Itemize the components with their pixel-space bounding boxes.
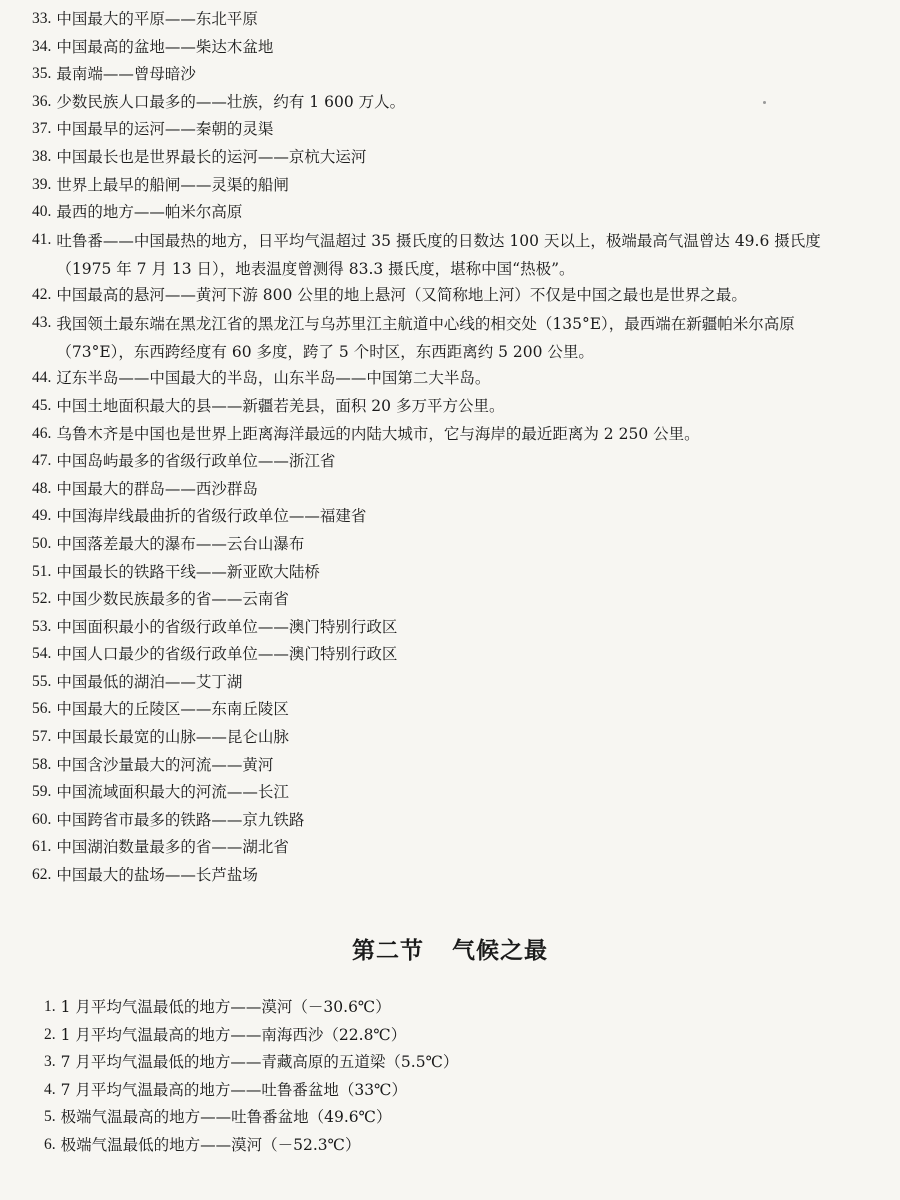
item-text: 中国最低的湖泊——艾丁湖 [56, 672, 243, 691]
item-text: 吐鲁番——中国最热的地方，日平均气温超过 35 摄氏度的日数达 100 天以上，极端最高气温曾达 49.6 摄氏度（1975 年 7 月 13 日），地表温度曾测得 83.3 摄氏度，堪称中国“热极”。 [56, 231, 821, 278]
item-text: 中国最大的丘陵区——东南丘陵区 [56, 700, 289, 719]
list-item [32, 752, 882, 780]
list-item [32, 6, 882, 34]
item-text: 中国岛屿最多的省级行政单位——浙江省 [56, 452, 336, 471]
list-item [32, 116, 882, 144]
item-number: 59. [32, 783, 52, 801]
item-number: 47. [32, 452, 52, 470]
item-text: 中国最高的盆地——柴达木盆地 [56, 37, 274, 56]
item-text: 中国最大的群岛——西沙群岛 [56, 479, 258, 498]
item-number: 53. [32, 617, 52, 635]
list-item [32, 476, 882, 504]
list-item [44, 1049, 864, 1077]
item-text: 中国湖泊数量最多的省——湖北省 [56, 838, 289, 857]
item-text: 极端气温最高的地方——吐鲁番盆地（49.6℃） [60, 1108, 392, 1126]
list-item [32, 421, 882, 449]
item-number: 2. [44, 1025, 56, 1043]
item-text: 少数民族人口最多的——壮族，约有 1 600 万人。 [56, 92, 406, 111]
item-number: 4. [44, 1080, 56, 1098]
item-number: 35. [32, 65, 52, 83]
item-number: 61. [32, 838, 52, 856]
list-item [32, 393, 882, 421]
item-number: 58. [32, 755, 52, 773]
item-number: 41. [32, 230, 52, 248]
item-number: 50. [32, 534, 52, 552]
item-number: 62. [32, 866, 52, 884]
item-number: 55. [32, 672, 52, 690]
item-number: 46. [32, 424, 52, 442]
list-item [32, 144, 882, 172]
item-text: 中国最长的铁路干线——新亚欧大陆桥 [56, 562, 320, 581]
list-item [32, 34, 882, 62]
item-text: 最西的地方——帕米尔高原 [56, 203, 243, 222]
item-number: 1. [44, 998, 56, 1015]
list-item [32, 282, 882, 310]
list-item [32, 310, 882, 366]
list-item [32, 199, 882, 227]
item-number: 54. [32, 645, 52, 663]
scan-speck [763, 101, 766, 104]
item-text: 辽东半岛——中国最大的半岛，山东半岛——中国第二大半岛。 [56, 369, 491, 388]
list-item [32, 724, 882, 752]
list-item [32, 779, 882, 807]
item-text: 乌鲁木齐是中国也是世界上距离海洋最远的内陆大城市，它与海岸的最近距离为 2 250 公里。 [56, 424, 700, 443]
item-number: 42. [32, 286, 52, 304]
list-item [32, 807, 882, 835]
item-number: 45. [32, 396, 52, 414]
item-text: 最南端——曾母暗沙 [56, 65, 196, 84]
list-item [32, 669, 882, 697]
list-item [32, 641, 882, 669]
item-number: 39. [32, 175, 52, 193]
section-name: 气候之最 [452, 938, 548, 964]
list-item [32, 61, 882, 89]
item-number: 6. [44, 1135, 56, 1153]
item-text: 中国面积最小的省级行政单位——澳门特别行政区 [56, 617, 398, 636]
item-text: 中国最大的平原——东北平原 [56, 10, 258, 28]
list-item [32, 503, 882, 531]
geography-records-list [32, 6, 882, 890]
list-item [44, 994, 864, 1022]
item-text: 中国最高的悬河——黄河下游 800 公里的地上悬河（又简称地上河）不仅是中国之最也是世界之最。 [56, 286, 747, 305]
item-number: 44. [32, 369, 52, 387]
item-number: 43. [32, 313, 52, 331]
list-item [44, 1104, 864, 1132]
section-number: 第二节 [352, 938, 424, 964]
list-item [32, 172, 882, 200]
item-text: 中国跨省市最多的铁路——京九铁路 [56, 810, 305, 829]
item-text: 中国最长也是世界最长的运河——京杭大运河 [56, 147, 367, 166]
item-text: 世界上最早的船闸——灵渠的船闸 [56, 175, 289, 194]
item-number: 49. [32, 507, 52, 525]
item-text: 中国最早的运河——秦朝的灵渠 [56, 120, 274, 139]
item-text: 1 月平均气温最高的地方——南海西沙（22.8℃） [60, 1025, 407, 1044]
item-number: 5. [44, 1108, 56, 1125]
item-text: 中国含沙量最大的河流——黄河 [56, 755, 274, 774]
item-number: 37. [32, 120, 52, 138]
list-item [32, 834, 882, 862]
item-text: 中国海岸线最曲折的省级行政单位——福建省 [56, 507, 367, 526]
list-item [32, 448, 882, 476]
item-number: 57. [32, 728, 52, 746]
list-item [32, 531, 882, 559]
item-number: 40. [32, 203, 52, 221]
list-item [32, 227, 882, 283]
list-item [32, 365, 882, 393]
list-item [32, 559, 882, 587]
item-number: 56. [32, 700, 52, 718]
item-text: 7 月平均气温最高的地方——吐鲁番盆地（33℃） [60, 1080, 407, 1099]
item-text: 中国流域面积最大的河流——长江 [56, 783, 289, 802]
item-text: 中国少数民族最多的省——云南省 [56, 590, 289, 609]
list-item [32, 614, 882, 642]
list-item [32, 586, 882, 614]
item-text: 1 月平均气温最低的地方——漠河（－30.6℃） [60, 998, 391, 1016]
item-text: 中国土地面积最大的县——新疆若羌县，面积 20 多万平方公里。 [56, 396, 505, 415]
item-number: 33. [32, 10, 52, 27]
item-number: 52. [32, 590, 52, 608]
list-item [32, 862, 882, 890]
list-item [44, 1132, 864, 1160]
item-text: 我国领土最东端在黑龙江省的黑龙江与乌苏里江主航道中心线的相交处（135°E），最西端在新疆帕米尔高原（73°E），东西跨经度有 60 多度，跨了 5 个时区，东西距离约 5 200 公里。 [56, 314, 795, 361]
item-number: 60. [32, 810, 52, 828]
item-number: 3. [44, 1053, 56, 1070]
climate-records-list [44, 994, 864, 1159]
list-item [32, 696, 882, 724]
item-number: 36. [32, 92, 52, 110]
section-heading [0, 932, 900, 965]
item-number: 48. [32, 479, 52, 497]
item-number: 38. [32, 147, 52, 165]
item-text: 7 月平均气温最低的地方——青藏高原的五道梁（5.5℃） [60, 1053, 459, 1071]
item-text: 中国人口最少的省级行政单位——澳门特别行政区 [56, 645, 398, 664]
item-text: 中国落差最大的瀑布——云台山瀑布 [56, 534, 305, 553]
item-number: 51. [32, 562, 52, 580]
item-number: 34. [32, 37, 52, 55]
item-text: 极端气温最低的地方——漠河（－52.3℃） [60, 1135, 361, 1154]
item-text: 中国最长最宽的山脉——昆仑山脉 [56, 728, 289, 747]
list-item [44, 1022, 864, 1050]
item-text: 中国最大的盐场——长芦盐场 [56, 866, 258, 885]
list-item [32, 89, 882, 117]
list-item [44, 1077, 864, 1105]
